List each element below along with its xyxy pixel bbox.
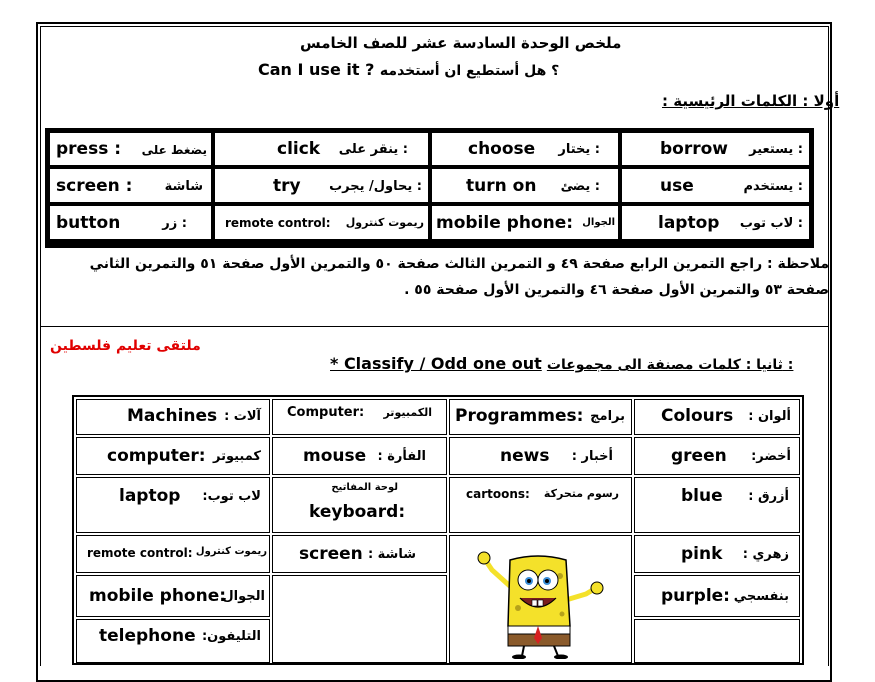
vocab-meaning: ريموت كنترول	[345, 216, 424, 229]
computer-item	[272, 437, 447, 475]
vocab-cell	[50, 133, 211, 165]
vocab-word: remote control:	[225, 216, 331, 230]
vocab-meaning: الجوال	[582, 217, 615, 228]
colour-item	[634, 535, 800, 573]
item-english: news	[500, 446, 550, 466]
header-arabic: ألوان :	[748, 409, 791, 424]
computer-header	[272, 399, 447, 435]
machine-item	[76, 619, 270, 663]
vocab-meaning: : ينقر على	[338, 142, 408, 157]
colour-item	[634, 437, 800, 475]
item-english: keyboard:	[309, 502, 406, 522]
item-english: screen	[299, 544, 363, 564]
note-line-1: ملاحظة : راجع التمرين الرابع صفحة ٤٩ و التمرين الثالث صفحة ٥٠ والتمرين الأول صفحة ٥١ والتمرين الثاني	[89, 256, 829, 272]
vocab-word: choose	[468, 139, 536, 159]
vocab-meaning: يضغط على	[141, 143, 207, 157]
machine-item	[76, 575, 270, 617]
vocab-cell	[622, 133, 809, 165]
header-english: Machines	[127, 406, 218, 426]
vocab-meaning: شاشة	[164, 179, 203, 194]
colour-item	[634, 477, 800, 533]
section1-heading: أولا : الكلمات الرئيسية :	[662, 92, 840, 110]
item-english: mobile phone:	[89, 586, 227, 606]
colour-item-empty	[634, 619, 800, 663]
item-arabic: ريموت كنترول	[195, 546, 267, 557]
machine-item	[76, 477, 270, 533]
item-english: cartoons:	[466, 487, 530, 501]
vocab-word: click	[277, 139, 321, 159]
vocab-meaning: : لاب توب	[739, 216, 803, 231]
note-line-2: صفحة ٥٣ والتمرين الأول صفحة ٤٦ والتمرين الأول صفحة ٥٥ .	[404, 282, 829, 298]
vocab-cell	[50, 206, 211, 239]
frame-rule	[40, 26, 41, 666]
colours-header	[634, 399, 800, 435]
vocab-meaning: : زر	[162, 216, 187, 231]
computer-item	[272, 535, 447, 573]
item-arabic: شاشة :	[367, 547, 416, 562]
item-arabic: كمبيوتر	[212, 449, 261, 464]
vocab-cell	[432, 169, 618, 202]
section2-heading-english: * Classify / Odd one out	[330, 354, 542, 373]
computer-item	[272, 477, 447, 533]
vocab-word: borrow	[660, 139, 728, 159]
vocab-word: laptop	[658, 213, 720, 233]
vocab-word: mobile phone:	[436, 213, 574, 233]
machine-item	[76, 437, 270, 475]
item-english: pink	[681, 544, 723, 564]
page-subtitle	[258, 60, 559, 79]
vocab-word: turn on	[466, 176, 537, 196]
programme-item	[449, 477, 632, 533]
item-english: computer:	[107, 446, 206, 466]
vocab-meaning: : يستعير	[749, 142, 803, 157]
item-arabic: أخبار :	[571, 449, 613, 464]
item-arabic: بنفسجي	[733, 589, 789, 604]
vocab-word: button	[56, 213, 121, 233]
vocab-cell	[622, 169, 809, 202]
item-arabic: أزرق :	[748, 489, 789, 504]
machines-header	[76, 399, 270, 435]
item-english: laptop	[119, 486, 181, 506]
colour-item	[634, 575, 800, 617]
vocab-meaning: : يضئ	[560, 179, 600, 194]
vocab-word: press :	[56, 139, 122, 159]
vocab-cell	[215, 133, 428, 165]
section2-heading-arabic: ثانيا : كلمات مصنفة الى مجموعات :	[546, 357, 794, 373]
header-arabic: آلات :	[224, 409, 261, 424]
item-arabic: لاب توب:	[202, 489, 261, 504]
vocab-cell	[215, 169, 428, 202]
item-arabic: التليفون:	[201, 629, 261, 644]
item-arabic: أخضر:	[751, 449, 791, 464]
section2-heading	[330, 354, 793, 373]
spongebob-picture	[474, 548, 604, 659]
vocab-cell	[432, 133, 618, 165]
forum-watermark: ملتقى تعليم فلسطين	[50, 338, 201, 354]
item-arabic: الفأرة :	[377, 449, 426, 464]
vocab-word: try	[273, 176, 301, 196]
vocab-cell	[432, 206, 618, 239]
vocab-word: screen :	[56, 176, 133, 196]
header-english: Computer:	[287, 405, 365, 420]
subtitle-english: Can I use it ?	[258, 60, 375, 79]
item-english: remote control:	[87, 546, 193, 560]
frame-rule	[40, 26, 828, 27]
computer-item-empty	[272, 575, 447, 663]
item-arabic: لوحة المفاتيح	[331, 482, 398, 493]
item-english: telephone	[99, 626, 196, 646]
vocab-cell	[215, 206, 428, 239]
vocab-meaning: : يستخدم	[743, 179, 803, 194]
item-arabic: الجوال	[222, 589, 265, 604]
programmes-header	[449, 399, 632, 435]
section-divider	[40, 326, 828, 327]
item-english: mouse	[303, 446, 367, 466]
item-english: blue	[681, 486, 723, 506]
header-english: Programmes:	[455, 406, 584, 426]
programme-item	[449, 437, 632, 475]
vocab-word: use	[660, 176, 694, 196]
header-english: Colours	[661, 406, 734, 426]
item-english: purple:	[661, 586, 730, 606]
vocab-table	[45, 128, 814, 248]
vocab-cell	[622, 206, 809, 239]
item-arabic: زهري :	[742, 547, 789, 562]
frame-rule	[828, 26, 829, 666]
classify-table	[72, 395, 804, 665]
vocab-meaning: : يحاول/ يجرب	[329, 179, 422, 194]
vocab-meaning: : يختار	[558, 142, 600, 157]
vocab-cell	[50, 169, 211, 202]
page-title: ملخص الوحدة السادسة عشر للصف الخامس	[300, 34, 622, 52]
subtitle-arabic: ؟ هل أستطيع ان أستخدمه	[379, 63, 560, 79]
header-arabic: برامج	[590, 409, 625, 424]
item-arabic: رسوم متحركة	[543, 487, 619, 500]
machine-item	[76, 535, 270, 573]
item-english: green	[671, 446, 727, 466]
header-arabic: الكمبيوتر	[383, 406, 432, 419]
